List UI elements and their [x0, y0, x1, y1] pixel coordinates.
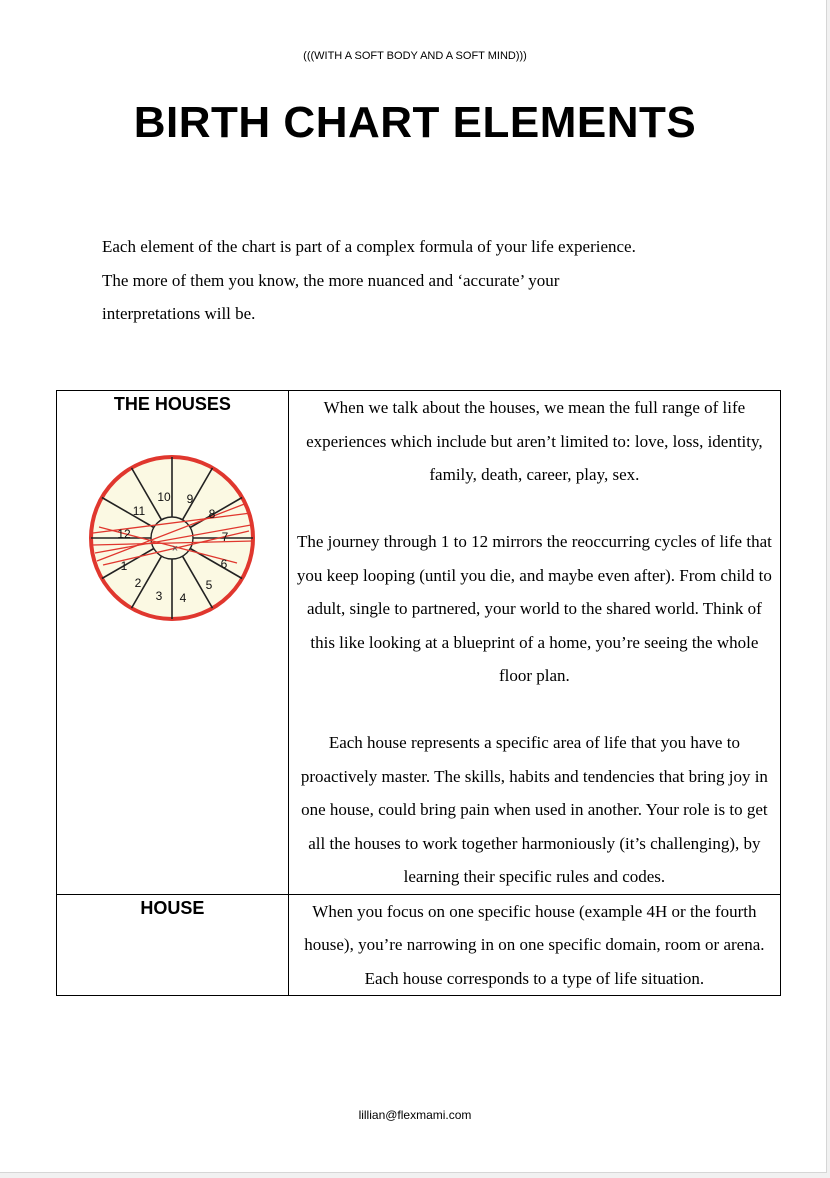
house-number: 9: [186, 492, 194, 506]
tagline: (((WITH A SOFT BODY AND A SOFT MIND))): [303, 50, 527, 62]
house-number: 1: [120, 559, 128, 573]
house-wheel-illustration: [87, 453, 257, 623]
house-number: 3: [155, 589, 163, 603]
footer-email: lillian@flexmami.com: [358, 1108, 472, 1122]
house-number: 7: [221, 530, 229, 544]
table-label-cell: [57, 391, 289, 895]
houses-paragraph: When we talk about the houses, we mean the full range of life experiences which include but aren’t limited to: love, loss, identity, family, death, career, play, sex.: [306, 398, 763, 484]
house-paragraph: When you focus on one specific house (example 4H or the fourth house), you’re narrowing in on one specific domain, room or arena. Each house corresponds to a type of life situation.: [304, 901, 765, 988]
table-label-cell: [57, 894, 289, 996]
house-number: 2: [134, 576, 142, 590]
house-number: 4: [179, 591, 187, 605]
table-row: [57, 391, 781, 895]
houses-paragraph: The journey through 1 to 12 mirrors the reoccurring cycles of life that you keep looping (until you die, and maybe even after). From child to adult, single to partnered, your world to the shared world. Think of this like looking at a blueprint of a home, you’re seeing the whole floor plan.: [296, 532, 772, 685]
elements-table: [56, 390, 781, 996]
house-number: 5: [205, 578, 213, 592]
row-label-house: HOUSE: [140, 897, 205, 918]
house-number: 11: [132, 504, 146, 518]
houses-paragraph: Each house represents a specific area of life that you have to proactively master. The skills, habits and tendencies that bring joy in one house, could bring pain when used in another. Your role is to get all the houses to work together harmoniously (it’s challenging), by learning their specific rules and codes.: [300, 733, 768, 886]
row-label-the-houses: THE HOUSES: [113, 394, 231, 414]
table-body-cell: [288, 391, 780, 895]
table-body-cell: [288, 894, 780, 996]
page-title: BIRTH CHART ELEMENTS: [133, 98, 697, 147]
house-number: 10: [157, 490, 171, 504]
intro-line: Each element of the chart is part of a complex formula of your life experience.: [102, 237, 636, 256]
wheel-center-mark: ×: [171, 543, 179, 555]
house-number: 12: [117, 527, 131, 541]
intro-line: interpretations will be.: [102, 304, 256, 323]
intro-paragraph: [102, 230, 742, 331]
table-row: [57, 894, 781, 996]
house-number: 6: [220, 557, 228, 571]
house-number: 8: [208, 507, 216, 521]
intro-line: The more of them you know, the more nuanced and ‘accurate’ your: [102, 270, 560, 290]
